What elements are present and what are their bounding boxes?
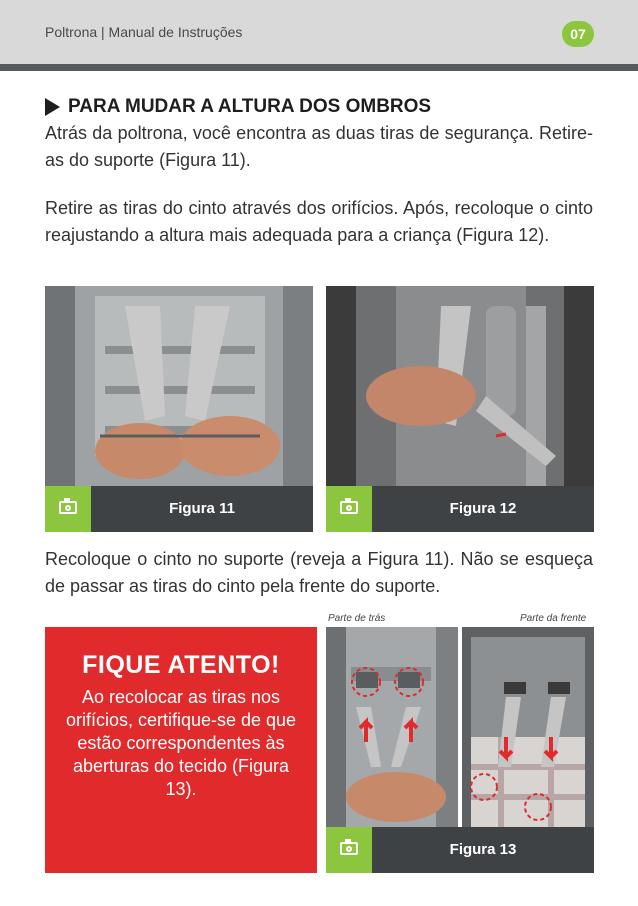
header-divider [0, 64, 638, 71]
play-triangle-icon [45, 98, 60, 116]
fig13-front-label: Parte da frente [520, 613, 587, 624]
paragraph-2: Retire as tiras do cinto através dos orifícios. Após, recoloque o cinto reajustando a altura mais adequada para a criança (Figura 12). [45, 198, 593, 245]
figure-11 [45, 286, 313, 532]
figure-11-caption [45, 486, 313, 532]
figure-12 [326, 286, 594, 532]
attention-title: FIQUE ATENTO! [82, 651, 280, 679]
page-number-badge: 07 [562, 21, 594, 47]
figure-13-photo [326, 627, 594, 827]
figure-13 [326, 627, 594, 873]
section-title: PARA MUDAR A ALTURA DOS OMBROS [68, 96, 432, 117]
attention-text: Ao recolocar as tiras nos orifícios, certifique-se de que estão correspondentes às aberturas do tecido (Figura 13). [65, 687, 297, 799]
camera-icon-box [326, 827, 372, 873]
header-title: Poltrona | Manual de Instruções [45, 24, 243, 40]
section-heading [45, 96, 431, 118]
camera-icon [59, 501, 77, 514]
figure-12-label: Figura 12 [449, 500, 517, 517]
figure-13-caption [326, 827, 594, 873]
page-header [0, 0, 638, 70]
paragraph-3: Recoloque o cinto no suporte (reveja a Figura 11). Não se esqueça de passar as tiras do cinto pela frente do suporte. [45, 549, 593, 596]
figure-12-photo [326, 286, 594, 486]
fig13-back-label: Parte de trás [328, 613, 386, 624]
camera-icon-box [45, 486, 91, 532]
camera-icon-box [326, 486, 372, 532]
figure-11-label: Figura 11 [169, 500, 235, 517]
attention-box [45, 627, 317, 873]
figure-12-caption [326, 486, 594, 532]
figure-13-label: Figura 13 [449, 841, 517, 858]
figure-11-photo [45, 286, 313, 486]
paragraph-1: Atrás da poltrona, você encontra as duas tiras de segurança. Retire-as do suporte (Figura 11). [45, 123, 593, 170]
camera-icon [340, 501, 358, 514]
camera-icon [340, 842, 358, 855]
